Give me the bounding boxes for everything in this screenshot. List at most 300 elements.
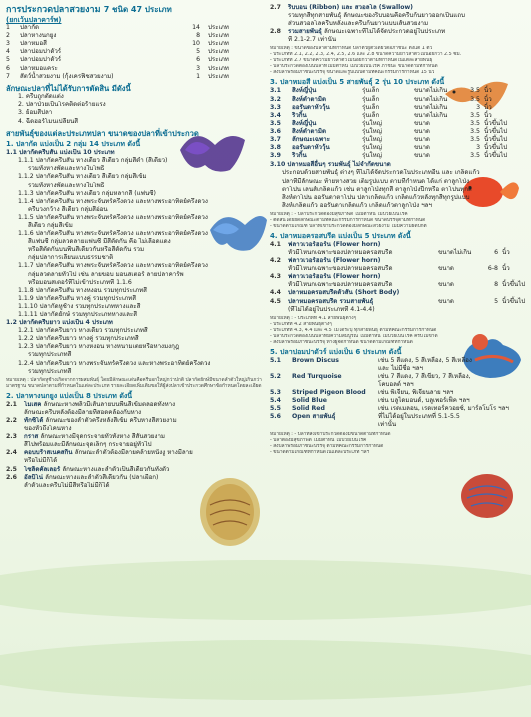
betta-line: 1.1.3 ปลากัดครีบสั้น หางเดี่ยว กลุ่มหลากสี (แฟนซี) <box>18 189 156 197</box>
flowerhorn-size-value <box>482 241 498 249</box>
cichlid-code: 3.1 <box>270 87 281 95</box>
flowerhorn-size-label <box>438 289 482 297</box>
right-column <box>270 4 526 458</box>
guppy-line <box>6 433 264 441</box>
cichlid-code: 3.2 <box>270 95 281 103</box>
flowerhorn-name: (ที่ไม่ได้อยู่ในประเภทที่ 4.1-4.4) <box>288 305 375 313</box>
guppy-line <box>270 12 526 20</box>
discus-code: 5.6 <box>270 413 281 421</box>
cichlid-name: สิงห์ญี่ปุ่น <box>292 119 317 127</box>
flowerhorn-name: หัวมีโหนกเฉพาะของปลาหมอครอสบรีด <box>288 281 393 289</box>
cichlid-size-value: 3 <box>476 103 480 111</box>
flowerhorn-size-label: ขนาด <box>438 297 454 305</box>
discus-code <box>270 381 292 389</box>
cichlid-group: รุ่นใหญ่ <box>362 127 382 135</box>
cichlid-group: รุ่นเล็ก <box>362 103 380 111</box>
guppy-line <box>6 457 264 465</box>
cichlid-row <box>270 144 526 152</box>
summary-count: 1 <box>196 72 200 80</box>
flowerhorn-size-label <box>438 241 482 249</box>
cichlid-size-value: 3.5 <box>470 152 480 160</box>
cichlid-table <box>270 87 526 160</box>
summary-row <box>6 24 264 32</box>
left-column <box>6 4 264 490</box>
summary-count: 8 <box>196 32 200 40</box>
cichlid-size-label: ขนาดไม่เกิน <box>414 95 448 103</box>
guppy-line-code: 2.6 <box>6 473 17 481</box>
summary-unit: ประเภท <box>208 40 229 48</box>
flowerhorn-row <box>270 241 526 249</box>
betta-line: 1.1.1 ปลากัดครีบสั้น หางเดี่ยว สีเดียว กลุ่มสีดำ (สีเดียว) <box>18 157 168 165</box>
guppy-line-text: ลักษณะหางและลำตัวเป็นสีเดียวกันทั้งตัว <box>62 465 170 473</box>
note-line: - ปลาประกวดต้องเป็นปลาที่ไม่มีตำหนิ ไม่ป่วยเป็นโรค ภาชนะ ขนาดตามที่กำหนด <box>270 64 438 70</box>
discus-row <box>270 413 526 421</box>
cichlid-size-unit: นิ้วขึ้นไป <box>484 127 508 135</box>
cichlid-group: รุ่นใหญ่ <box>362 119 382 127</box>
guppy-line <box>6 441 264 449</box>
guppy-title: 2. ปลาหางนกยูง แบ่งเป็น 8 ประเภท ดังนี้ <box>6 391 133 400</box>
cichlid-size-label: ขนาด <box>414 127 430 135</box>
guppy-line <box>6 409 264 417</box>
flowerhorn-code: 4.1 <box>270 240 281 248</box>
note-line: - ขนาดตามเกณฑ์ที่กำหนดในแต่ละประเภท ฯลฯ <box>270 449 370 455</box>
cichlid-row <box>270 152 526 160</box>
guppy-line-text: ที่ 2.1-2.7 เท่านั้น <box>288 36 337 44</box>
flowerhorn-size-label <box>438 257 482 265</box>
rule-item: 4. ฉีดฮอร์โมนเปลี่ยนสี <box>18 117 79 125</box>
betta-line: รวมทุกประเภทสี <box>28 367 72 375</box>
flowerhorn-size-label <box>438 306 482 314</box>
cichlid-row <box>270 104 526 112</box>
betta-line: 1.1.4 ปลากัดครีบสั้น หางพระจันทร์ครึ่งดวง และหางพระอาทิตย์ครึ่งดวง <box>18 197 208 205</box>
cichlid-group: รุ่นใหญ่ <box>362 152 382 160</box>
discus-text: ที่ไม่ได้อยู่ในประเภทที่ 5.1-5.5 <box>378 413 460 421</box>
note-line: - ประเภทที่ 4.2 สายพันธุ์ต่างๆ <box>270 321 332 327</box>
summary-number: 3 <box>6 40 10 48</box>
summary-count: 3 <box>196 64 200 72</box>
summary-count: 6 <box>196 56 200 64</box>
flowerhorn-name: ฟลาวเวอร์ฮอร์น (Flower horn) <box>288 240 381 248</box>
betta-line: 1.2.4 ปลากัดครีบยาว หางพระจันทร์ครึ่งดวง และหางพระอาทิตย์ครึ่งดวง <box>18 359 211 367</box>
guppy-line-text: ลักษณะลำตัวต้องมีลายคล้ายหนังงู หางมีลาย <box>74 449 193 457</box>
betta-line: 1.1.11 ปลากัดยักษ์ รวมทุกประเภทหางและสี <box>18 311 138 318</box>
cichlid-name: สิงห์ญี่ปุ่น <box>292 87 317 95</box>
flowerhorn-row <box>270 249 526 257</box>
betta-line: 1.1.6 ปลากัดครีบสั้น หางพระจันทร์ครึ่งดวง และหางพระอาทิตย์ครึ่งดวง <box>18 230 208 238</box>
cichlid-size-label: ขนาดไม่เกิน <box>414 103 448 111</box>
note-line: - ส่งปลาพร้อมภาชนะบรรจุ ตามที่คณะกรรมการกำหนด <box>270 443 384 449</box>
discus-note <box>270 432 526 456</box>
summary-number: 5 <box>6 56 10 64</box>
section-title: สายพันธุ์ของแต่ละประเภทปลา ขนาดของปลาที่เข้าประกวด <box>6 128 199 138</box>
guppy-line <box>6 417 264 425</box>
guppy-line <box>6 466 264 474</box>
cichlid-size-unit: นิ้วขึ้นไป <box>484 119 508 127</box>
betta-line: กลุ่มปลาการเลียนแบบธรรมชาติ <box>28 254 114 262</box>
cichlid-code: 3.6 <box>270 127 281 135</box>
guppy-line <box>270 20 526 28</box>
flowerhorn-size-value <box>482 257 498 265</box>
note-line: หมายเหตุ : ขนาดของปลาตามที่กำหนด ปลาตัวผู้ตัวเดียวต่อภาชนะ ตั้งแต่ 1 ตัว <box>270 46 433 52</box>
discus-row <box>270 389 526 397</box>
guppy-line <box>270 36 526 44</box>
summary-row <box>6 73 264 81</box>
flowerhorn-size-value <box>482 273 498 281</box>
betta-line: 1.1 ปลากัดครีบสั้น แบ่งเป็น 10 ประเภท <box>6 149 115 157</box>
note-line: - ปลาต้องมีสุขภาพดี ไม่มีตำหนิ ไม่ป่วยเป็นโรค <box>270 437 367 443</box>
betta-line: 1.1.5 ปลากัดครีบสั้น หางพระจันทร์ครึ่งดวง และหางพระอาทิตย์ครึ่งดวง <box>18 213 208 221</box>
summary-count: 14 <box>192 24 200 32</box>
discus-name <box>292 381 378 389</box>
discus-name: Red Turquoise <box>292 372 342 380</box>
cichlid-size-value: 3 <box>476 144 480 152</box>
betta-line: 1.1.8 ปลากัดครีบสั้น หางหงอน รวมทุกประเภทสี <box>18 286 147 294</box>
guppy-line-text: ลักษณะหางมีจุดกระจายทั่วทั้งหาง สีสันสวยงาม <box>40 433 166 441</box>
guppy-line <box>270 28 526 36</box>
note-line: - ส่งปลาพร้อมภาชนะบรรจุ ขนาดและรูปแบบตามที่คณะกรรมการกำหนด 15 นิ้ว <box>270 70 435 76</box>
cichlid-310-title: 3.10 ปลาหมอสีอื่นๆ รวมพันธุ์ ไม่จำกัดขนาด <box>270 161 391 169</box>
summary-name: ปลาหางนกยูง <box>20 32 57 40</box>
summary-unit: ประเภท <box>208 32 229 40</box>
discus-code <box>270 421 292 429</box>
betta-line: สีเดียว กลุ่มสีเข้ม <box>28 221 73 229</box>
flowerhorn-table <box>270 241 526 314</box>
cichlid-code: 3.9 <box>270 152 281 160</box>
cichlid-note <box>270 212 526 230</box>
cichlid-size-unit: นิ้ว <box>484 103 492 111</box>
cichlid-group: รุ่นเล็ก <box>362 95 380 103</box>
cichlid-size-label: ขนาด <box>414 144 430 152</box>
flowerhorn-size-unit <box>498 257 502 265</box>
discus-fish-image-right <box>455 470 520 520</box>
cichlid-name: ลักษณะเฉพาะ <box>292 136 330 144</box>
betta-note: หมายเหตุ : ปลากัดหูช้างเกิดจากการผสมพันธุ์ โดยมีลักษณะเด่นคือครีบอกใหญ่กว่าปกติ ปลากัดยักษ์มีขนาดลำตัวใหญ่เกินกว่ามาตรฐาน ขนาดปลาตามที่กำหนดในแต่ละประเภท รายละเอียดเพิ่มเติมขอให้ผู้ส่งปลาเข้าประกวดศึกษาข้อกำหนดโดยละเอียด <box>6 377 262 389</box>
betta-line: 1.1.7 ปลากัดครีบสั้น หางพระจันทร์ครึ่งดวง และหางพระอาทิตย์ครึ่งดวง <box>18 262 208 270</box>
cichlid-row <box>270 112 526 120</box>
summary-unit: ประเภท <box>208 48 229 56</box>
guppy-line <box>6 401 264 409</box>
flowerhorn-size-value: 5 <box>494 297 498 305</box>
cichlid-size-value: 3.5 <box>470 136 480 144</box>
betta-title: 1. ปลากัด แบ่งเป็น 2 กลุ่ม 14 ประเภท ดังนี้ <box>6 140 141 149</box>
guppy-list-continued <box>270 4 526 44</box>
guppy-note <box>270 46 526 76</box>
flowerhorn-size-value <box>482 289 498 297</box>
betta-line: 1.2.1 ปลากัดครีบยาว หางเดี่ยว รวมทุกประเภทสี <box>18 327 148 335</box>
betta-line: หรือมอนสเตอร์ที่ไม่เข้าประเภทที่ 1.1.6 <box>28 278 132 286</box>
guppy-line-code: 2.2 <box>6 416 17 424</box>
summary-name: ปลาปอมปาดัวร์ <box>20 56 62 64</box>
discus-name: Striped Pigeon Blood <box>292 389 366 397</box>
cichlid-name: ริวกิ้น <box>292 111 307 119</box>
flowerhorn-row <box>270 298 526 306</box>
guppy-line-text: ลักษณะเฉพาะที่ไม่ได้จัดประกวดอยู่ในประเภท <box>324 28 446 36</box>
discus-text: เท่านั้น <box>378 421 397 429</box>
note-line: - ประเภทที่ 4.3, 4.4 และ 4.5 ไม่ได้ระบุ ทุกสายพันธุ์ ตามที่คณะกรรมการกำหนด <box>270 327 437 333</box>
cichlid-code: 3.7 <box>270 136 281 144</box>
flowerhorn-row <box>270 273 526 281</box>
flowerhorn-size-value: 6 <box>494 248 498 256</box>
cichlid-size-value: 3.5 <box>470 119 480 127</box>
guppy-line <box>6 425 264 433</box>
discus-name: Solid Red <box>292 405 325 413</box>
discus-text: โคบอลต์ ฯลฯ <box>378 381 414 388</box>
guppy-line <box>6 449 264 457</box>
discus-text: เช่น เรดเมลอน, เรดเทอร์ควอยซ์, มาร์ลโบโร ฯลฯ <box>378 405 509 413</box>
guppy-line-code: 2.5 <box>6 465 17 473</box>
cichlid-310-line: ประกอบด้วยสายพันธุ์ ต่างๆ ที่ไม่ได้จัดประกวดในประเภทอื่น และ เกล็ดแก้ว <box>282 169 480 177</box>
flowerhorn-size-value: 8 <box>494 281 498 289</box>
discus-name <box>292 365 378 373</box>
cichlid-row <box>270 136 526 144</box>
cichlid-code: 3.5 <box>270 119 281 127</box>
discus-row <box>270 373 526 381</box>
betta-line: กลุ่มลวดลายทั่วไป เช่น ลายขอบ มอนสเตอร์ ลายปลาคาร์พ <box>28 270 184 278</box>
flowerhorn-size-value: 6-8 <box>487 265 498 273</box>
flowerhorn-size-value <box>482 306 498 314</box>
cichlid-row <box>270 87 526 95</box>
summary-name: ปลาปอมปาดัวร์ <box>20 48 62 56</box>
discus-text: เช่น บลูไดมอนด์, บลูเพอร์เฟ็ค ฯลฯ <box>378 397 470 405</box>
flowerhorn-name: ปลาหมอครอสบรีดตัวสั้น (Short Body) <box>288 289 400 297</box>
summary-number: 4 <box>6 48 10 56</box>
cichlid-size-label: ขนาด <box>414 119 430 127</box>
cichlid-group: รุ่นใหญ่ <box>362 144 382 152</box>
flowerhorn-size-label: ขนาดไม่เกิน <box>438 248 472 256</box>
flowerhorn-row <box>270 289 526 297</box>
cichlid-size-label: ขนาด <box>414 152 430 160</box>
discus-row <box>270 421 526 429</box>
guppy-line-text: ของหัวถึงโคนหาง <box>24 425 72 433</box>
note-line: หมายเหตุ : - ปลาที่ส่งเข้าประกวดต้องมีขนาดตามที่กำหนด <box>270 431 391 437</box>
note-line: - ขนาดตามเกณฑ์ ปลาที่เข้าประกวดต้องมีลักษณะสวยงาม ไม่มีความผิดปกติ <box>270 223 427 229</box>
guppy-line <box>270 4 526 12</box>
cichlid-name: สิงห์ดำตามิด <box>292 127 326 135</box>
cichlid-code: 3.3 <box>270 103 281 111</box>
discus-text: และ ไม่มีชื่อ ฯลฯ <box>378 364 423 372</box>
betta-line: 1.2.2 ปลากัดครีบยาว หางคู่ รวมทุกประเภทสี <box>18 335 139 343</box>
flowerhorn-size-unit: นิ้ว <box>502 248 510 256</box>
discus-name: Open สายพันธุ์ <box>292 413 336 421</box>
betta-line: รวมทั้งหางพัดและหางใบโพธิ์ <box>28 181 105 189</box>
cichlid-size-value: 3.5 <box>470 111 480 119</box>
cichlid-size-value: 3.5 <box>470 127 480 135</box>
summary-unit: ประเภท <box>208 24 229 32</box>
discus-code: 5.5 <box>270 405 281 413</box>
rule-item: 1. ครีบถูกตัดแต่ง <box>18 93 64 101</box>
guppy-line-text: สีไปพร้อมและมีลักษณะจุดเล็กๆ กระจายอยู่ทั่วไป <box>24 441 152 449</box>
summary-table <box>6 24 264 81</box>
discus-text: เช่น 7 สีแดง, 7 สีเขียว, 7 สีเหลือง, <box>378 372 471 380</box>
guppy-line-code: 2.3 <box>6 433 17 441</box>
cichlid-row <box>270 120 526 128</box>
cichlid-310-line: ปลาที่มีลักษณะ ท้ายหางสวย เต็มรูปแบบ ตามที่กำหนด ได้แก่ ตาลูกโป่ง <box>282 177 470 185</box>
rule-item: 2. ปลาป่วยเป็นโรคติดต่อร้ายแรง <box>18 101 106 109</box>
discus-name: Solid Blue <box>292 397 327 405</box>
summary-name: ปลาหมอแคระ <box>20 64 58 72</box>
flowerhorn-title: 4. ปลาหมอครอสบรีด แบ่งเป็น 5 ประเภท ดังนี้ <box>270 231 411 240</box>
guppy-line <box>6 474 264 482</box>
flowerhorn-row <box>270 306 526 314</box>
summary-name: สัตว์น้ำสวยงาม (กุ้งเครฟิชสวยงาม) <box>20 72 114 80</box>
summary-name: ปลาหมอสี <box>20 40 47 48</box>
cichlid-310-list <box>270 169 526 209</box>
flowerhorn-size-unit: นิ้วขึ้นไป <box>502 297 526 305</box>
betta-line: 1.1.2 ปลากัดครีบสั้น หางเดี่ยว สีเดียว กลุ่มสีเข้ม <box>18 173 147 181</box>
guppy-line-code: 2.7 <box>270 4 281 11</box>
summary-count: 10 <box>192 40 200 48</box>
discus-code: 5.4 <box>270 397 281 405</box>
betta-line: 1.1.10 ปลากัดหูช้าง รวมทุกประเภทหางและสี <box>18 302 141 310</box>
summary-number: 7 <box>6 72 10 80</box>
flowerhorn-code <box>270 265 288 273</box>
betta-line: สีแฟนซี กลุ่มลวดลายแฟนซี มีสีตัดกัน คือ ไม่เลือดแดง <box>28 238 171 246</box>
cichlid-row <box>270 128 526 136</box>
guppy-line-text: ลักษณะของลำตัวครึ่งหลังสีเข้ม ครีบหางสีสวยงาม <box>45 416 177 424</box>
betta-line: หรือสีตัดกันบนพื้นสีเดียวกันหรือสีตัดกัน รวม <box>28 246 145 254</box>
discus-code: 5.2 <box>270 372 281 380</box>
summary-name: ปลากัด <box>20 24 39 32</box>
cichlid-group: รุ่นเล็ก <box>362 87 380 95</box>
flowerhorn-size-unit <box>498 306 502 314</box>
flowerhorn-row <box>270 257 526 265</box>
note-line: - ตัดสินโดยยึดลักษณะตามที่คณะกรรมการกำหนด ขนาดบรรจุตามที่กำหนด <box>270 217 426 223</box>
guppy-line-text: ลักษณะครีบหลังต้องมีลายที่สอดคล้องกับหาง <box>24 408 142 416</box>
cichlid-name: ออรันดาหัววุ้น <box>292 144 330 152</box>
cichlid-code: 3.4 <box>270 111 281 119</box>
flowerhorn-code <box>270 281 288 289</box>
discus-name <box>292 421 378 429</box>
discus-code <box>270 365 292 373</box>
cichlid-size-unit: นิ้วขึ้นไป <box>484 144 508 152</box>
title-text: การประกวดปลาสวยงาม <box>6 5 101 15</box>
cichlid-size-unit: นิ้ว <box>484 95 492 103</box>
flowerhorn-code: 4.4 <box>270 289 281 297</box>
guppy-line-name: คอบบร้าสเนคสกิน <box>24 449 75 457</box>
discus-row <box>270 357 526 365</box>
flowerhorn-code <box>270 249 288 257</box>
flowerhorn-size-unit: นิ้วขึ้นไป <box>502 281 526 289</box>
guppy-line-text: หรือไม่มีก็ได้ <box>24 457 58 465</box>
summary-row <box>6 56 264 64</box>
summary-unit: ประเภท <box>208 72 229 80</box>
cichlid-size-value: 3.5 <box>470 87 480 95</box>
guppy-line-text: ส่วนสวอลโลครีบหลังและครีบก้นยาวแบบเส้นสวยงาม <box>288 20 429 28</box>
subtitle: (ยกเว้นปลาคาร์พ) <box>6 16 62 24</box>
discus-table <box>270 357 526 430</box>
cichlid-size-value: 3.5 <box>470 95 480 103</box>
rule-item: 3. ย้อมสีปลา <box>18 109 53 117</box>
cichlid-name: สิงห์ดำตามิด <box>292 95 326 103</box>
betta-line: ครีบวงกว้าง สีเดียว กลุ่มสีอ่อน <box>28 205 108 213</box>
flowerhorn-size-unit <box>498 289 502 297</box>
cichlid-group: รุ่นเล็ก <box>362 111 380 119</box>
betta-line: 1.2 ปลากัดครีบยาว แบ่งเป็น 4 ประเภท <box>6 319 113 327</box>
background-wave <box>0 640 531 700</box>
flowerhorn-name: ฟลาวเวอร์ฮอร์น (Flower horn) <box>288 257 381 265</box>
flowerhorn-size-label: ขนาด <box>438 265 454 273</box>
flowerhorn-code <box>270 306 288 314</box>
cichlid-code: 3.8 <box>270 144 281 152</box>
summary-number: 2 <box>6 32 10 40</box>
cichlid-title: 3. ปลาหมอสี แบ่งเป็น 5 สายพันธุ์ 2 รุ่น 10 ประเภท ดังนี้ <box>270 78 445 87</box>
guppy-line-name: โซลิดคัลเลอร์ <box>24 465 63 473</box>
page-title <box>6 4 264 16</box>
cichlid-size-unit: นิ้ว <box>484 87 492 95</box>
summary-unit: ประเภท <box>208 64 229 72</box>
guppy-line-code: 2.1 <box>6 400 17 408</box>
background-wave <box>0 560 531 620</box>
summary-count: 5 <box>196 48 200 56</box>
betta-list <box>6 149 264 376</box>
flowerhorn-size-unit: นิ้ว <box>502 265 510 273</box>
note-line: หมายเหตุ : - ประเภทที่ 4.1 สายพันธุ์ต่างๆ <box>270 315 357 321</box>
discus-title: 5. ปลาปอมปาดัวร์ แบ่งเป็น 6 ประเภท ดังนี้ <box>270 347 402 356</box>
betta-line: 1.1.9 ปลากัดครีบสั้น หางคู่ รวมทุกประเภทสี <box>18 294 137 302</box>
guppy-line-text: รวมทุกสีทุกสายพันธุ์ ลักษณะของริบบอนคือครีบก้นยาวออกเป็นแถบ <box>288 12 465 20</box>
note-line: - ส่งปลาพร้อมภาชนะบรรจุ ทางผู้จัดกำหนด ขนาดตามเกณฑ์ที่กำหนด <box>270 339 413 345</box>
flowerhorn-name: หัวมีโหนกเฉพาะของปลาหมอครอสบรีด <box>288 265 393 273</box>
title-count: 7 ชนิด 47 ประเภท <box>103 5 172 14</box>
cichlid-size-unit: นิ้วขึ้นไป <box>484 136 508 144</box>
discus-text: เช่น 5 สีแดง, 5 สีเหลือง, 5 สีเหลือง <box>378 356 472 364</box>
flowerhorn-name: หัวมีโหนกเฉพาะของปลาหมอครอสบรีด <box>288 248 393 256</box>
guppy-line-name: ทักซิโด้ <box>24 416 46 424</box>
note-line: หมายเหตุ : - ปลาประกวดต้องมีสุขภาพดี ไม่มีตำหนิ ไม่ป่วยเป็นโรค <box>270 211 408 217</box>
betta-line: รวมทั้งหางพัดและหางใบโพธิ์ <box>28 165 105 173</box>
guppy-line-name: ริบบอน (Ribbon) และ สวอลโล (Swallow) <box>288 4 413 11</box>
note-line: - ประเภทที่ 2.1, 2.2, 2.3, 2.4, 2.5, 2.6 และ 2.8 ขนาดความยาวลำตัวไม่น้อยกว่า 2.5 ซม. <box>270 52 462 58</box>
guppy-line-text: ลำตัวและครีบไม่มีสีหรือไม่มีก็ได้ <box>24 481 110 489</box>
cichlid-size-label: ขนาด <box>414 136 430 144</box>
discus-row <box>270 381 526 389</box>
guppy-line-name: อัลบิโน่ <box>24 473 46 481</box>
flowerhorn-row <box>270 265 526 273</box>
cichlid-row <box>270 96 526 104</box>
summary-number: 1 <box>6 24 10 32</box>
cichlid-310-line: ตาโปน เลนส์เกล็ดแก้ว เช่น ตาลูกโป่งทุกสี ตาลูกโป่งปีกหรือ ตาโปนทุกสี <box>282 185 472 193</box>
cichlid-size-unit: นิ้ว <box>484 111 492 119</box>
guppy-line-name: กราส <box>24 433 41 441</box>
cichlid-size-unit: นิ้วขึ้นไป <box>484 152 508 160</box>
flowerhorn-name: ปลาหมอครอสบรีด รวมสายพันธุ์ <box>288 297 374 305</box>
discus-text: เช่น พิเจียน, พิเจียนลาย ฯลฯ <box>378 389 454 397</box>
note-line: - ประเภทที่ 2.7 ขนาดความยาวลำตัวไม่น้อยกว่าตามที่กำหนดในแต่ละสายพันธุ์ <box>270 58 433 64</box>
flowerhorn-size-label: ขนาด <box>438 281 454 289</box>
discus-name: Brown Discus <box>292 356 339 364</box>
cichlid-size-label: ขนาดไม่เกิน <box>414 111 448 119</box>
cichlid-size-label: ขนาดไม่เกิน <box>414 87 448 95</box>
guppy-line-name: โมเสค <box>24 400 44 408</box>
discus-row <box>270 365 526 373</box>
flowerhorn-size-label <box>438 273 482 281</box>
guppy-line-text: ลักษณะหางพลิ้วมีเส้นลายบนพื้นสีเข้มตลอดทั้งหาง <box>43 400 176 408</box>
betta-line: รวมทุกประเภทสี <box>28 351 72 359</box>
summary-number: 6 <box>6 64 10 72</box>
discus-code: 5.3 <box>270 389 281 397</box>
cichlid-name: ริวกิ้น <box>292 152 307 160</box>
flowerhorn-size-unit <box>498 241 502 249</box>
flowerhorn-name: ฟลาวเวอร์ฮอร์น (Flower horn) <box>288 273 381 281</box>
cichlid-name: ออรันดาหัววุ้น <box>292 103 330 111</box>
cichlid-310-line: สิงห์ตาโปน ออรันดาตาโปน ปลาเกล็ดแก้ว เกล็ดแก้วหลังทุกสีทุกรูปแบบ <box>282 193 470 201</box>
guppy-line-code: 2.8 <box>270 28 281 36</box>
betta-line: 1.2.3 ปลากัดครีบยาว หางหงอน หางหนามเตยหรือหางมงกุฎ <box>18 343 180 351</box>
flowerhorn-row <box>270 281 526 289</box>
guppy-list <box>6 401 264 490</box>
guppy-line-text: ลักษณะหางและลำตัวสีเดียวกัน (ปลาเผือก) <box>45 473 159 481</box>
guppy-line <box>6 482 264 490</box>
